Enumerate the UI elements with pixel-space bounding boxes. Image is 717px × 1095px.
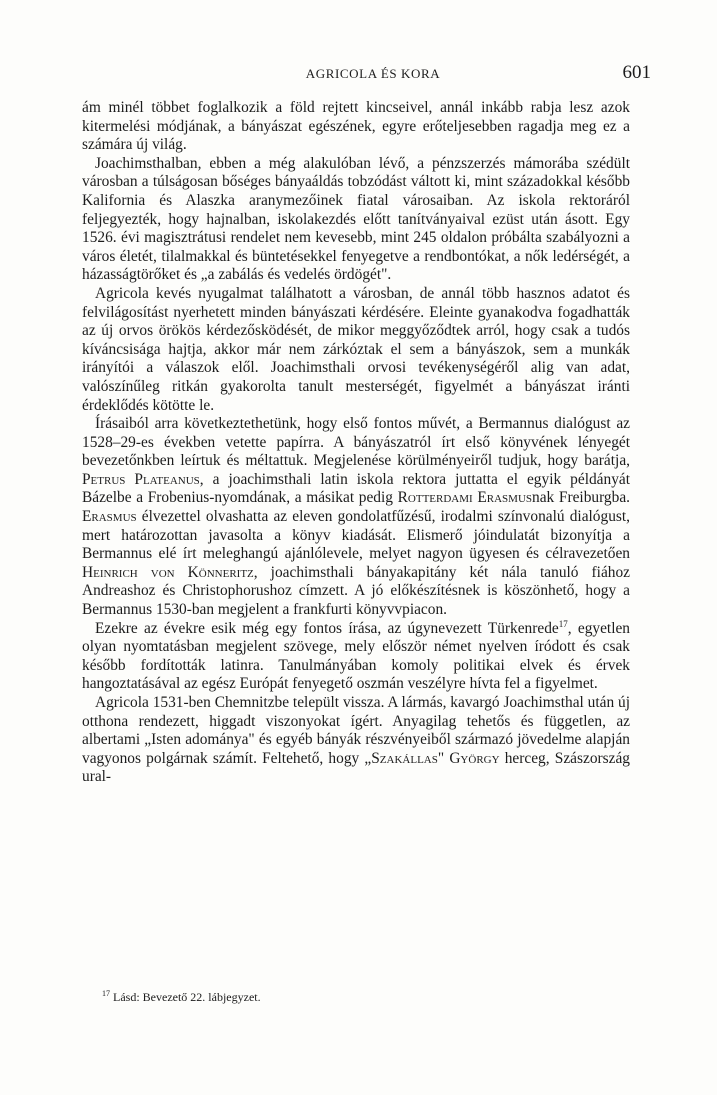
page-number: 601 [622,62,651,83]
paragraph-4-text-e: , joachimsthali bányakapitány két nála tanuló fiához Andreashoz és Christophorushoz címzett. A jó előkészítésnek is köszönhető, hogy a Bermannus 1530-ban megjelent a frankfurti könyvvpiacon. [82,563,630,619]
name-erasmus: Erasmus [82,508,137,526]
body-text [82,99,630,787]
page-header [95,62,651,88]
name-petrus-plateanus: Petrus Plateanus [82,470,200,488]
paragraph-4-text-b: , a joachimsthali latin iskola rektora juttatta el egyik példányát Bázelbe a Frobenius-nyomdának, a másikat pedig [82,470,630,507]
paragraph-1: ám minél többet foglalkozik a föld rejtett kincseivel, annál inkább rabja lesz azok kitermelési módjának, a bányászat egészének, egyre erőteljesebben ragadja meg ez a számára új világ. [82,99,630,154]
name-heinrich-von-konneritz: Heinrich von Könneritz [82,563,254,581]
name-rotterdami-erasmus: Rotterdami Erasmus [397,489,533,507]
paragraph-6-text-a: Agricola 1531-ben Chemnitzbe települt vissza. A lármás, kavargó Joachimsthal után új otthona rendezett, higgadt viszonyokat ígért. Anyagilag tehetős és független, az albertami „Isten adománya" és egyéb bányák részvényeiből származó jövedelme alapján vagyonos polgárnak számít. Feltehető, hogy „ [82,694,630,767]
paragraph-6 [82,694,630,787]
footnote-number: 17 [102,989,110,998]
paragraph-4-text-a: Írásaiból arra következtethetünk, hogy első fontos művét, a Bermannus dialógust az 1528–29-es években vetette papírra. A bányászatról írt első könyvének lényegét bevezetőnkben leírtuk és méltattuk. Megjelenése körülményeiről tudjuk, hogy barátja, [82,415,630,470]
paragraph-5 [82,620,630,694]
paragraph-5-text-a: Ezekre az évekre esik még egy fontos írása, az úgynevezett Türkenrede [95,619,559,637]
running-title: AGRICOLA ÉS KORA [305,66,441,81]
paragraph-6-text-b: herceg, Szászország ural- [82,749,630,786]
paragraph-4-text-c: nak Freiburgba. [532,489,631,507]
paragraph-2: Joachimsthalban, ebben a még alakulóban lévő, a pénzszerzés mámorába szédült városban a túlságosan bőséges bányaáldás tobzódást váltott ki, mint századokkal később Kalifornia és Alaszka aranymezőinek fiatal városaiban. Az iskola rektoráról feljegyezték, hogy hajnalban, iskolakezdés előtt tanítványaival ezüst után ásott. Egy 1526. évi magisztrátusi rendelet nem kevesebb, mint 245 oldalon próbálta szabályozni a város életét, tilalmakkal és büntetésekkel fenyegetve a rendbontókat, a nők ledérségét, a házasságtörőket és „a zabálás és vedelés ördögét". [82,154,630,284]
paragraph-4 [82,415,630,620]
footnote-text: Lásd: Bevezető 22. lábjegyzet. [110,990,261,1004]
footnote-ref-17[interactable]: 17 [558,618,568,629]
paragraph-3: Agricola kevés nyugalmat találhatott a városban, de annál több hasznos adatot és felvilágosítást nyerhetett minden bányászati kérdésére. Eleinte gyanakodva fogadhatták az új orvos örökös kérdezősködését, de mikor meggyőződtek arról, hogy csak a tudós kíváncsisága hajtja, akkor már nem zárkóztak el sem a bányászok, sem a munkák irányítói a válaszok elől. Joachimsthali orvosi tevékenységéről alig van adat, valószínűleg ritkán gyakorolta tanult mesterségét, figyelmét a bányászat iránti érdeklődés kötötte le. [82,284,630,414]
name-szakallas-gyorgy: Szakállas" György [371,749,500,767]
footnote [102,990,602,1005]
paragraph-5-text-b: , egyetlen olyan nyomtatásban megjelent szövege, mely először német nyelven íródott és csak később fordították latinra. Tanulmányában komoly politikai elvek és érvek hangoztatásával az egész Európát fenyegető oszmán veszélyre hívta fel a figyelmet. [82,619,630,693]
paragraph-4-text-d: élvezettel olvashatta az eleven gondolatfűzésű, irodalmi színvonalú dialógust, mert határozottan javasolta a könyv kiadását. Elismerő jóindulatát bizonyítja a Bermannus elé írt meleghangú ajánlólevele, melyet nagyon ügyesen és célravezetően [82,508,630,563]
